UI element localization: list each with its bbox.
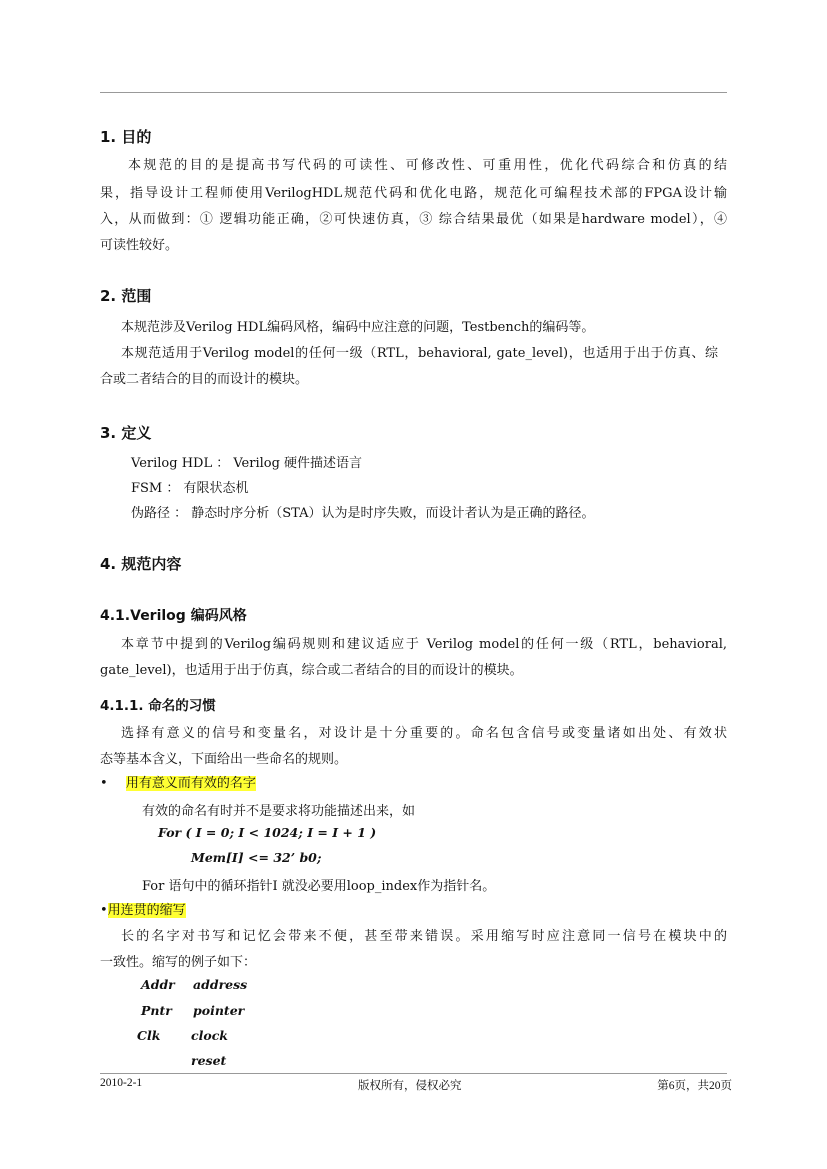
bullet-1 <box>100 772 256 791</box>
sec1-line-3: 入，从而做到：① 逻辑功能正确，②可快速仿真，③ 综合结果最优（如果是hardware model），④ <box>100 212 727 227</box>
bullet-dot-icon: • <box>100 903 108 918</box>
sec2-line-3: 合或二者结合的目的而设计的模块。 <box>100 372 309 387</box>
footer-page-number: 第6页，共20页 <box>657 1080 732 1092</box>
sec1-line-1: 本规范的目的是提高书写代码的可读性、可修改性、可重用性，优化代码综合和仿真的结 <box>128 158 727 173</box>
subsection-4-1-1-title: 4.1.1. 命名的习惯 <box>100 698 216 714</box>
bullet-2-line-1: 长的名字对书写和记忆会带来不便，甚至带来错误。采用缩写时应注意同一信号在模块中的 <box>121 929 727 944</box>
section-1-title: 1. 目的 <box>100 128 152 146</box>
full-pointer: pointer <box>193 1003 245 1018</box>
definition-fsm: FSM ： 有限状态机 <box>131 481 249 496</box>
abbr-clk: Clk <box>137 1028 161 1043</box>
full-address: address <box>193 977 248 992</box>
subsection-4-1-title: 4.1.Verilog 编码风格 <box>100 608 247 624</box>
sec41-line-2: gate_level)，也适用于出于仿真，综合或二者结合的目的而设计的模块。 <box>100 663 523 678</box>
section-2-title: 2. 范围 <box>100 287 152 305</box>
abbr-addr: Addr <box>141 977 175 992</box>
sec2-line-1: 本规范涉及Verilog HDL编码风格，编码中应注意的问题，Testbench的编码等。 <box>121 320 595 335</box>
header-rule <box>100 92 727 93</box>
bullet-1-note: For 语句中的循环指针I 就没必要用loop_index作为指针名。 <box>142 879 496 894</box>
bullet-2-line-2: 一致性。缩写的例子如下： <box>100 955 257 970</box>
sec411-line-2: 态等基本含义，下面给出一些命名的规则。 <box>100 752 348 767</box>
full-clock: clock <box>191 1028 228 1043</box>
bullet-2-label: 用连贯的缩写 <box>107 903 186 918</box>
sec1-line-2: 果，指导设计工程师使用VerilogHDL规范代码和优化电路，规范化可编程技术部的FPGA设计输 <box>100 186 727 201</box>
footer-copyright: 版权所有，侵权必究 <box>358 1080 462 1092</box>
code-line-for: For ( I = 0; I < 1024; I = I + 1 ) <box>158 825 377 840</box>
sec2-line-2: 本规范适用于Verilog model的任何一级（RTL，behavioral, gate_level)，也适用于出于仿真、综 <box>121 346 718 361</box>
definition-false-path: 伪路径 ： 静态时序分析（STA）认为是时序失败，而设计者认为是正确的路径。 <box>131 506 595 521</box>
sec411-line-1: 选择有意义的信号和变量名，对设计是十分重要的。命名包含信号或变量诸如出处、有效状 <box>121 726 727 741</box>
section-4-title: 4. 规范内容 <box>100 555 182 573</box>
code-line-mem: Mem[I] <= 32’ b0; <box>191 850 322 865</box>
sec1-line-4: 可读性较好。 <box>100 238 179 253</box>
footer-date: 2010-2-1 <box>100 1077 143 1089</box>
sec41-line-1: 本章节中提到的Verilog编码规则和建议适应于 Verilog model的任何一级（RTL，behavioral, <box>121 637 727 652</box>
bullet-dot-icon: • <box>100 776 108 791</box>
section-3-title: 3. 定义 <box>100 424 152 442</box>
bullet-2 <box>100 899 186 918</box>
abbr-pntr: Pntr <box>141 1003 172 1018</box>
full-reset: reset <box>191 1053 227 1068</box>
footer-rule <box>100 1073 727 1074</box>
bullet-1-text: 有效的命名有时并不是要求将功能描述出来，如 <box>142 804 416 819</box>
definition-verilog: Verilog HDL ： Verilog 硬件描述语言 <box>131 456 363 471</box>
bullet-1-label: 用有意义而有效的名字 <box>125 776 256 791</box>
